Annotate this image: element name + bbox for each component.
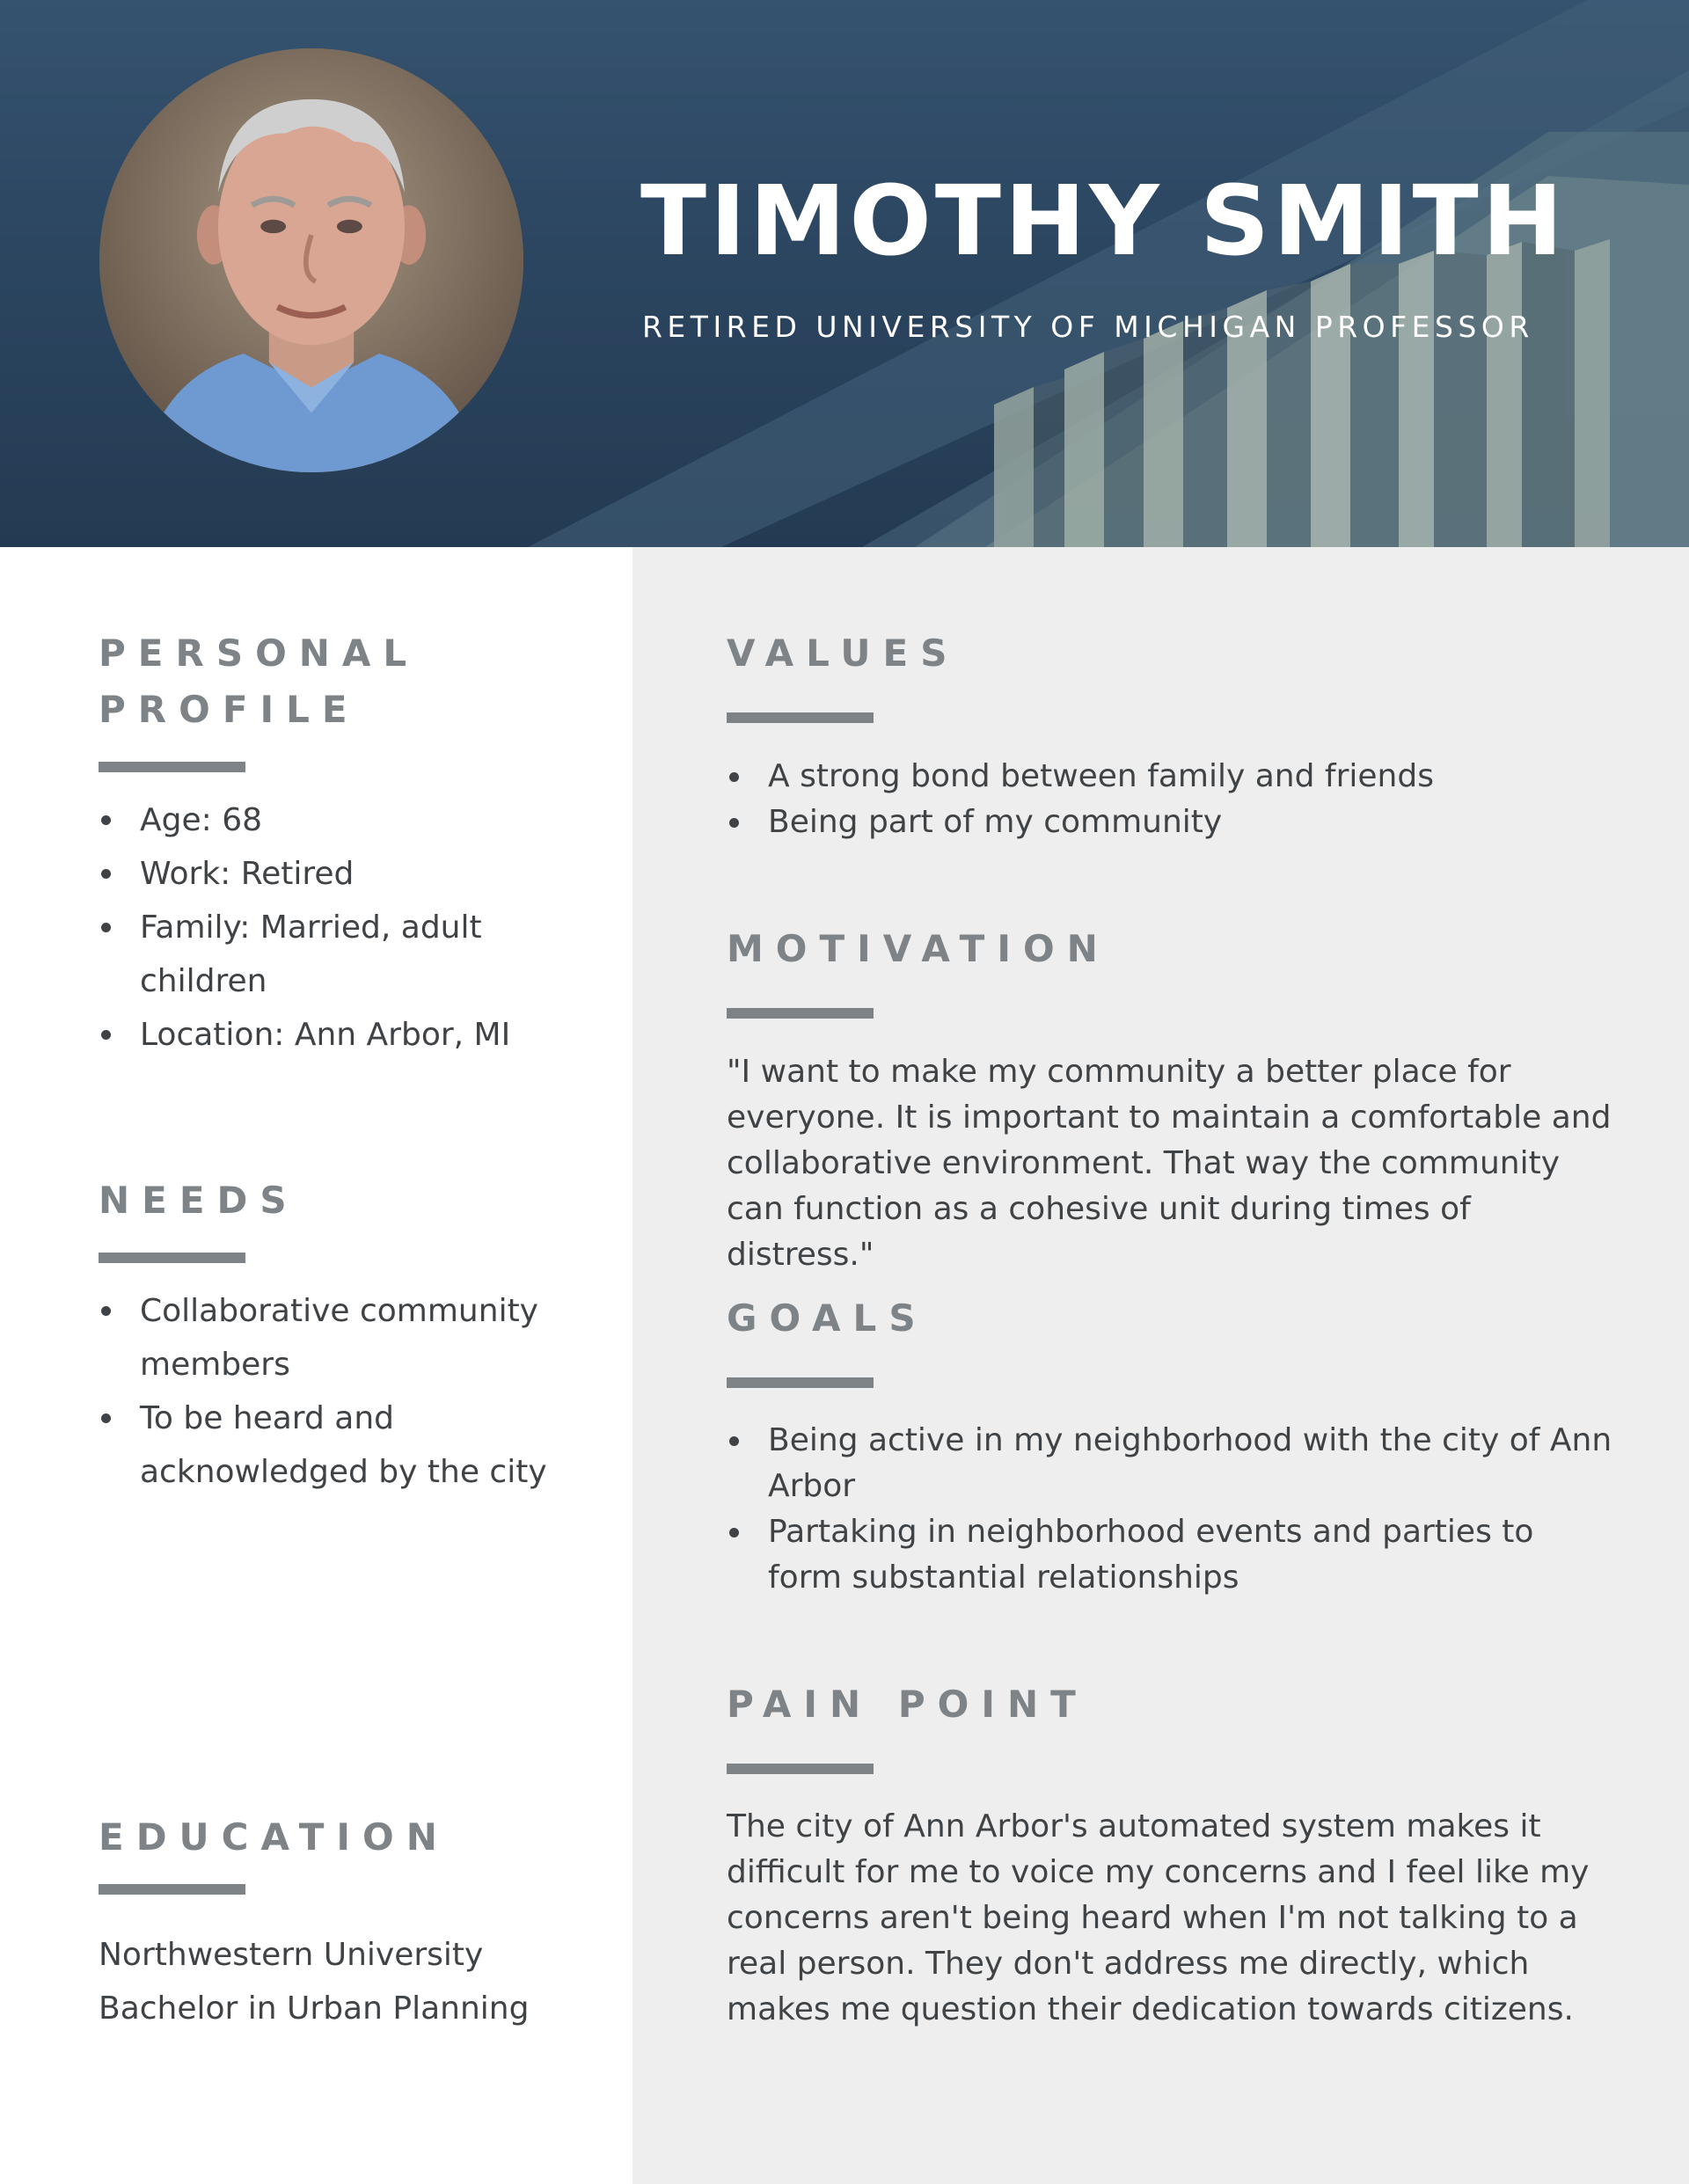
values-list [727,754,1615,845]
list-item: Being active in my neighborhood with the city of Ann Arbor [727,1418,1615,1509]
motivation-heading: MOTIVATION [727,927,1110,970]
pain-point-heading: PAIN POINT [727,1683,1088,1726]
list-item: Collaborative community members [99,1284,574,1391]
personal-profile-heading [99,625,419,738]
persona-title: RETIRED UNIVERSITY OF MICHIGAN PROFESSOR [642,310,1534,344]
profile-photo [99,48,523,472]
list-item: Being part of my community [727,800,1615,845]
personal-profile-heading-line2: PROFILE [99,688,360,731]
education-school: Northwestern University [99,1937,484,1973]
list-item: Location: Ann Arbor, MI [99,1008,574,1062]
header-banner [0,0,1689,547]
list-item: Age: 68 [99,793,574,847]
needs-list [99,1284,574,1499]
motivation-divider [727,1008,874,1019]
goals-heading: GOALS [727,1297,928,1340]
values-heading: VALUES [727,632,960,675]
personal-profile-divider [99,762,245,772]
values-divider [727,712,874,723]
list-item: Family: Married, adult children [99,901,574,1008]
personal-profile-heading-line1: PERSONAL [99,632,420,675]
personal-profile-list [99,793,574,1062]
education-divider [99,1884,245,1895]
education-text [99,1928,591,2035]
motivation-quote: "I want to make my community a better place for everyone. It is important to maintain a comfortable and collaborative environment. That way the community can function as a cohesive unit during times of distress." [727,1054,1612,1273]
needs-heading: NEEDS [99,1179,299,1222]
education-degree: Bachelor in Urban Planning [99,1990,530,2027]
persona-name: TIMOTHY SMITH [640,164,1567,277]
pain-point-text: The city of Ann Arbor's automated system makes it difficult for me to voice my concerns and I feel like my concerns aren't being heard when I'm not talking to a real person. They don't address me directly, which makes me question their dedication towards citizens. [727,1808,1590,2027]
goals-list [727,1418,1615,1601]
list-item: To be heard and acknowledged by the city [99,1391,574,1499]
goals-divider [727,1377,874,1388]
needs-divider [99,1253,245,1263]
education-heading: EDUCATION [99,1815,450,1859]
list-item: A strong bond between family and friends [727,754,1615,800]
list-item: Work: Retired [99,847,574,901]
pain-point-divider [727,1764,874,1774]
list-item: Partaking in neighborhood events and parties to form substantial relationships [727,1509,1615,1601]
